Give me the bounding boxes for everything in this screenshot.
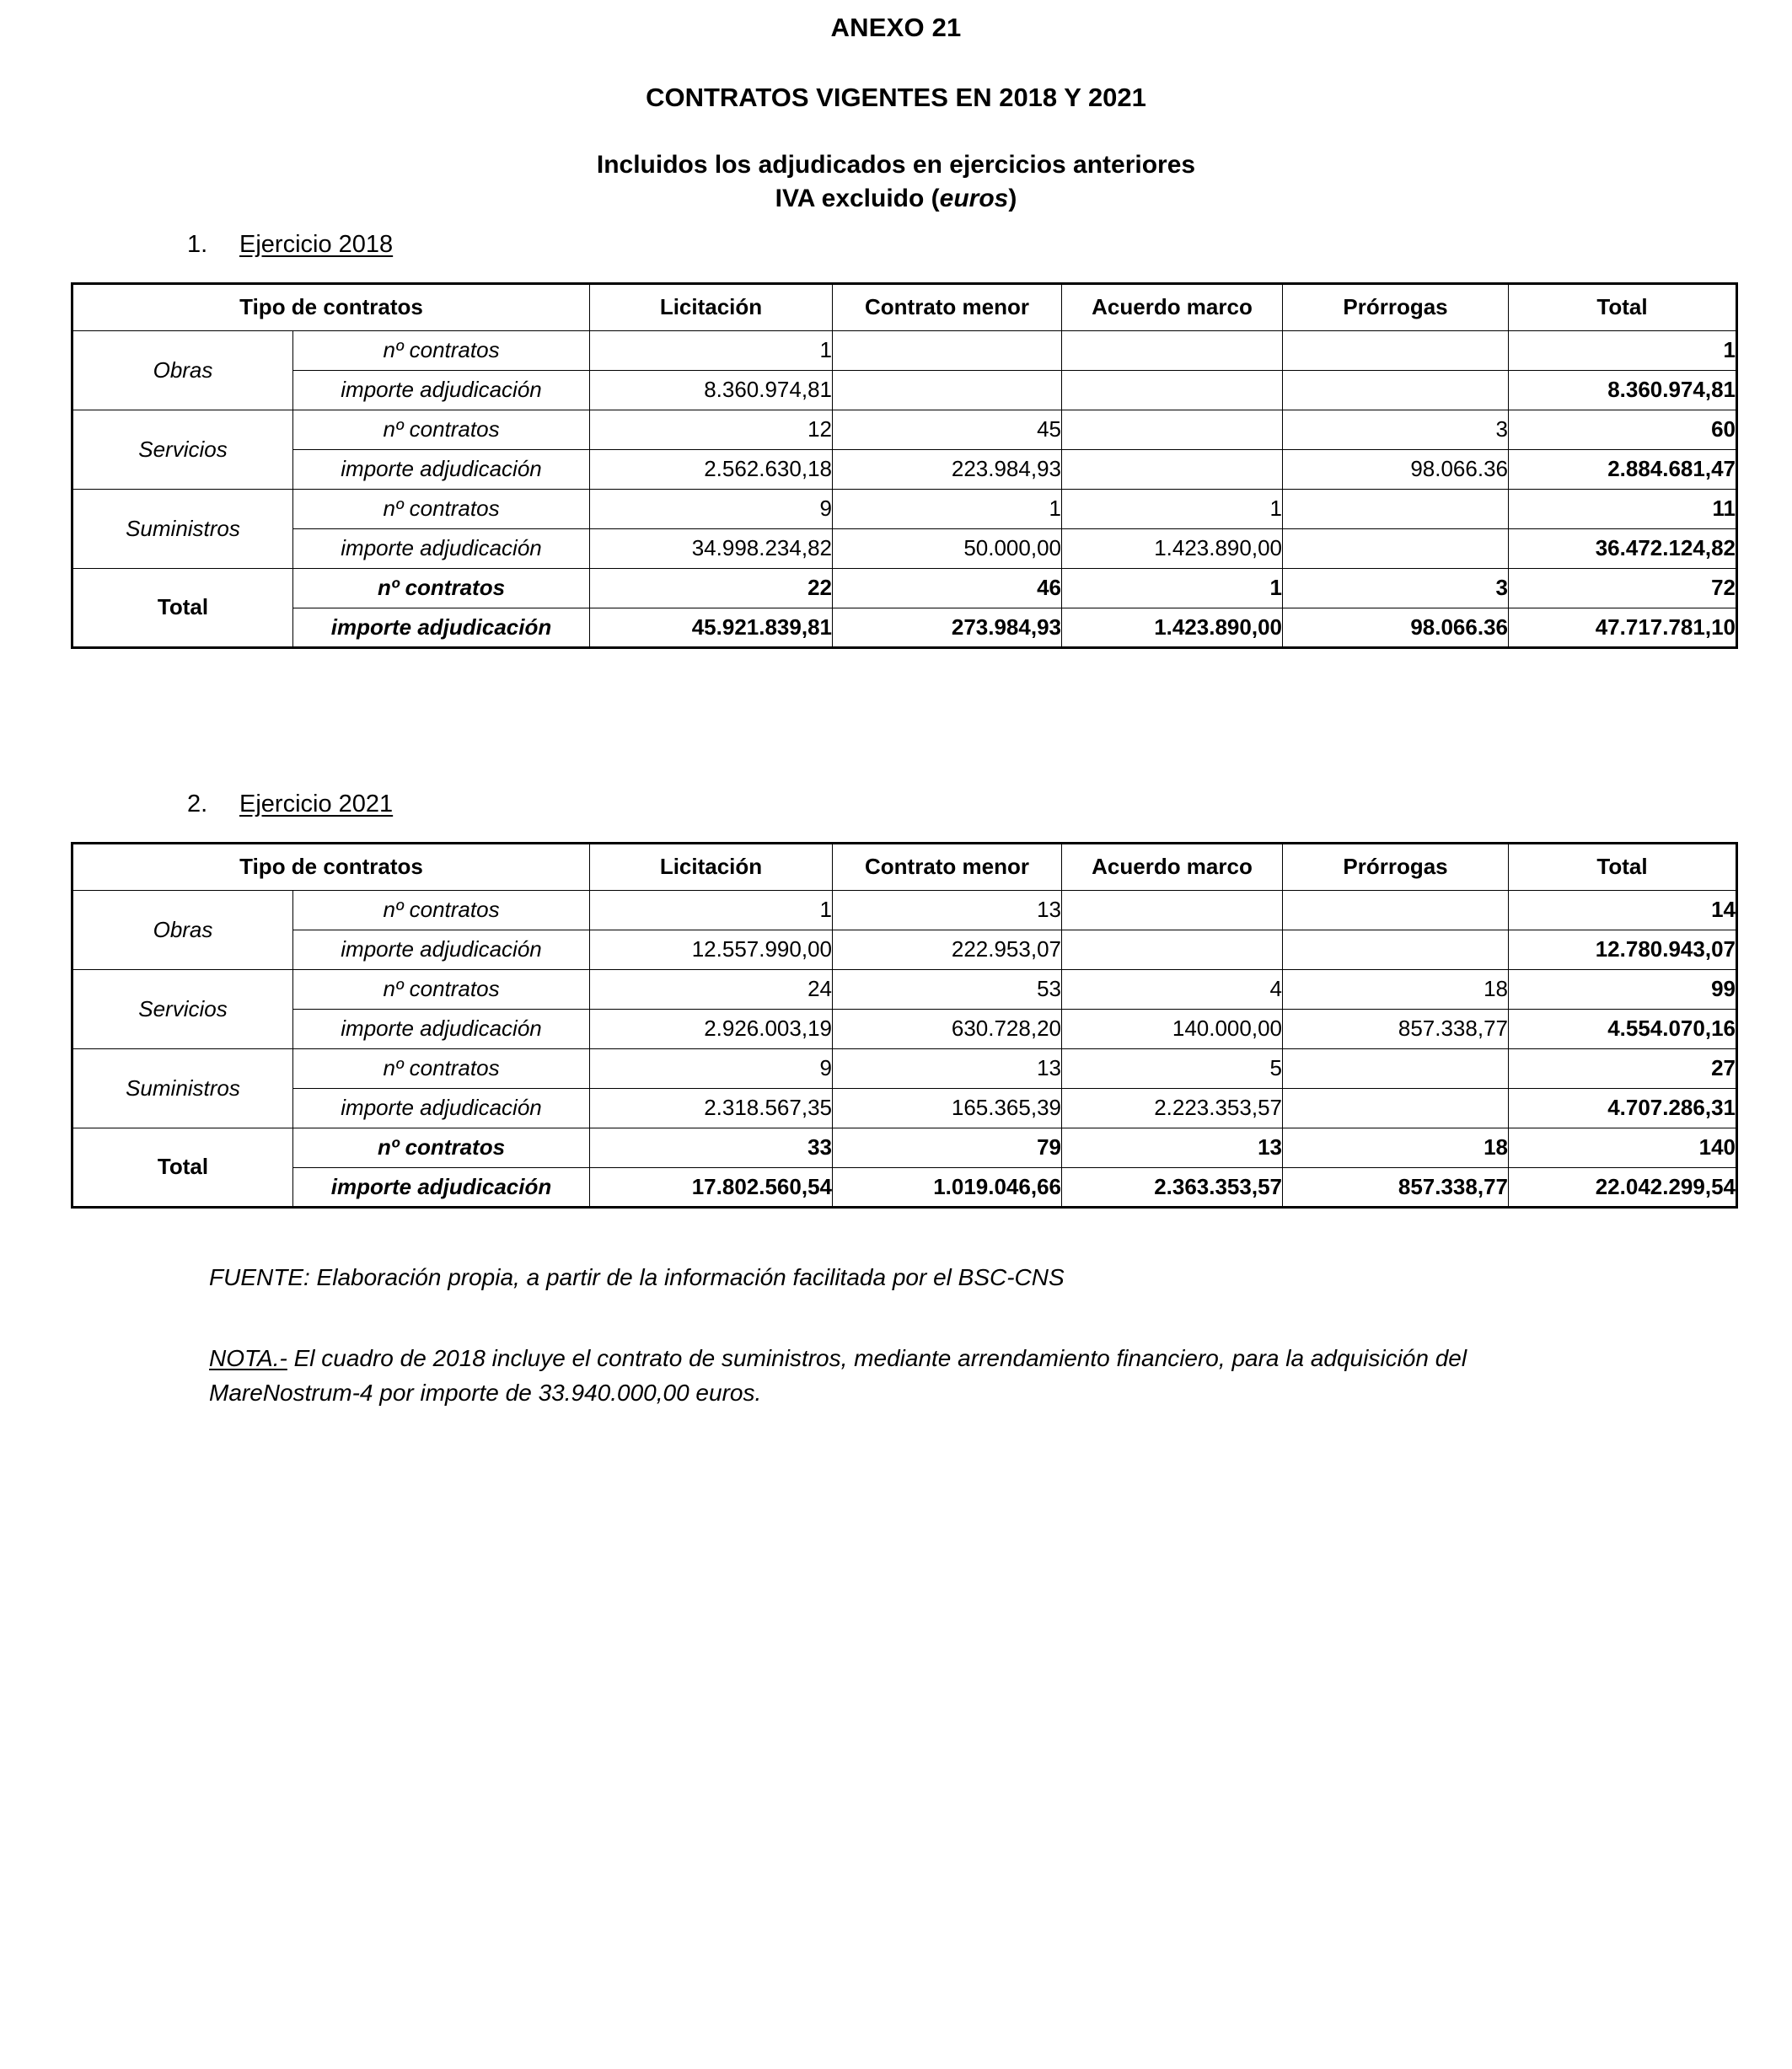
cell-total-num-prorrogas: 18: [1283, 1128, 1509, 1167]
col-header-prorrogas: Prórrogas: [1283, 843, 1509, 890]
cell-total-num-licitacion: 33: [590, 1128, 833, 1167]
row-group-obras: Obras: [72, 330, 293, 410]
col-header-group: Tipo de contratos: [72, 283, 590, 330]
cell-suministros-num-acuerdo-marco: 1: [1062, 489, 1283, 528]
cell-total-num-acuerdo-marco: 1: [1062, 568, 1283, 608]
document-title: CONTRATOS VIGENTES EN 2018 Y 2021: [646, 83, 1146, 113]
cell-suministros-importe-licitacion: 2.318.567,35: [590, 1088, 833, 1128]
col-header-acuerdo-marco: Acuerdo marco: [1062, 283, 1283, 330]
table-row-total: [72, 608, 1737, 647]
cell-servicios-importe-licitacion: 2.562.630,18: [590, 449, 833, 489]
row-metric-num: nº contratos: [293, 489, 590, 528]
row-group-servicios: Servicios: [72, 969, 293, 1048]
table-row-total: [72, 1167, 1737, 1207]
cell-total-num-contrato-menor: 79: [833, 1128, 1062, 1167]
cell-servicios-num-total: 60: [1509, 410, 1737, 449]
section-number-1: 1.: [187, 230, 208, 258]
cell-suministros-num-contrato-menor: 13: [833, 1048, 1062, 1088]
cell-servicios-num-contrato-menor: 53: [833, 969, 1062, 1009]
cell-suministros-importe-total: 36.472.124,82: [1509, 528, 1737, 568]
cell-obras-importe-prorrogas: [1283, 370, 1509, 410]
col-header-prorrogas: Prórrogas: [1283, 283, 1509, 330]
cell-obras-num-licitacion: 1: [590, 890, 833, 930]
cell-total-importe-contrato-menor: 273.984,93: [833, 608, 1062, 647]
cell-suministros-num-contrato-menor: 1: [833, 489, 1062, 528]
cell-suministros-num-total: 27: [1509, 1048, 1737, 1088]
cell-obras-importe-total: 8.360.974,81: [1509, 370, 1737, 410]
section-heading-2018: [187, 231, 1792, 259]
table-row: [72, 930, 1737, 969]
cell-obras-importe-total: 12.780.943,07: [1509, 930, 1737, 969]
row-metric-num: nº contratos: [293, 330, 590, 370]
cell-total-num-prorrogas: 3: [1283, 568, 1509, 608]
cell-total-importe-total: 47.717.781,10: [1509, 608, 1737, 647]
cell-servicios-num-licitacion: 24: [590, 969, 833, 1009]
cell-obras-importe-acuerdo-marco: [1062, 930, 1283, 969]
cell-servicios-importe-licitacion: 2.926.003,19: [590, 1009, 833, 1048]
row-metric-importe: importe adjudicación: [293, 370, 590, 410]
cell-obras-importe-contrato-menor: 222.953,07: [833, 930, 1062, 969]
cell-obras-num-contrato-menor: 13: [833, 890, 1062, 930]
document-subtitle-line1: Incluidos los adjudicados en ejercicios anteriores: [596, 151, 1196, 180]
cell-obras-num-licitacion: 1: [590, 330, 833, 370]
cell-suministros-num-licitacion: 9: [590, 489, 833, 528]
footnote-nota-text: El cuadro de 2018 incluye el contrato de suministros, mediante arrendamiento financiero, para la adquisición del MareNostrum-4 por importe de 33.940.000,00 euros.: [209, 1345, 1467, 1406]
col-header-group: Tipo de contratos: [72, 843, 590, 890]
table-row: [72, 1088, 1737, 1128]
cell-obras-num-total: 14: [1509, 890, 1737, 930]
row-metric-importe: importe adjudicación: [293, 930, 590, 969]
row-group-total: Total: [72, 1128, 293, 1207]
cell-suministros-num-acuerdo-marco: 5: [1062, 1048, 1283, 1088]
row-metric-num: nº contratos: [293, 410, 590, 449]
document-subtitle-line2: [0, 182, 1792, 216]
section-heading-2021: [187, 791, 1792, 818]
cell-servicios-importe-acuerdo-marco: [1062, 449, 1283, 489]
cell-total-importe-prorrogas: 857.338,77: [1283, 1167, 1509, 1207]
cell-servicios-importe-acuerdo-marco: 140.000,00: [1062, 1009, 1283, 1048]
title-block: [0, 0, 1792, 216]
table-row: [72, 410, 1737, 449]
cell-obras-importe-prorrogas: [1283, 930, 1509, 969]
cell-total-importe-prorrogas: 98.066.36: [1283, 608, 1509, 647]
cell-obras-importe-licitacion: 8.360.974,81: [590, 370, 833, 410]
cell-obras-num-prorrogas: [1283, 330, 1509, 370]
table-row-total: [72, 1128, 1737, 1167]
row-metric-importe: importe adjudicación: [293, 449, 590, 489]
cell-suministros-importe-prorrogas: [1283, 1088, 1509, 1128]
footnote-nota-label: NOTA.-: [209, 1345, 287, 1372]
cell-suministros-importe-acuerdo-marco: 1.423.890,00: [1062, 528, 1283, 568]
col-header-contrato-menor: Contrato menor: [833, 283, 1062, 330]
cell-obras-num-contrato-menor: [833, 330, 1062, 370]
col-header-licitacion: Licitación: [590, 843, 833, 890]
cell-total-num-acuerdo-marco: 13: [1062, 1128, 1283, 1167]
subtitle-euros: euros: [939, 184, 1009, 212]
table-row: [72, 370, 1737, 410]
cell-servicios-num-licitacion: 12: [590, 410, 833, 449]
cell-suministros-num-licitacion: 9: [590, 1048, 833, 1088]
cell-suministros-importe-total: 4.707.286,31: [1509, 1088, 1737, 1128]
cell-suministros-num-prorrogas: [1283, 489, 1509, 528]
table-header-row: [72, 843, 1737, 890]
row-metric-num: nº contratos: [293, 890, 590, 930]
row-group-total: Total: [72, 568, 293, 647]
table-row: [72, 449, 1737, 489]
table-row: [72, 890, 1737, 930]
cell-total-importe-acuerdo-marco: 2.363.353,57: [1062, 1167, 1283, 1207]
cell-servicios-importe-total: 2.884.681,47: [1509, 449, 1737, 489]
cell-servicios-num-acuerdo-marco: [1062, 410, 1283, 449]
col-header-total: Total: [1509, 283, 1737, 330]
cell-total-num-licitacion: 22: [590, 568, 833, 608]
cell-total-importe-licitacion: 45.921.839,81: [590, 608, 833, 647]
row-metric-importe: importe adjudicación: [293, 1088, 590, 1128]
cell-obras-importe-acuerdo-marco: [1062, 370, 1283, 410]
cell-suministros-importe-prorrogas: [1283, 528, 1509, 568]
row-group-suministros: Suministros: [72, 489, 293, 568]
footnote-nota: [209, 1342, 1591, 1410]
cell-suministros-importe-contrato-menor: 165.365,39: [833, 1088, 1062, 1128]
cell-suministros-importe-licitacion: 34.998.234,82: [590, 528, 833, 568]
cell-servicios-num-contrato-menor: 45: [833, 410, 1062, 449]
section-label-2018: Ejercicio 2018: [239, 230, 394, 258]
table-wrapper-2018: [71, 282, 1736, 649]
row-metric-num: nº contratos: [293, 568, 590, 608]
cell-total-num-contrato-menor: 46: [833, 568, 1062, 608]
cell-total-importe-contrato-menor: 1.019.046,66: [833, 1167, 1062, 1207]
annex-label: ANEXO 21: [830, 13, 962, 42]
cell-servicios-num-total: 99: [1509, 969, 1737, 1009]
row-metric-importe: importe adjudicación: [293, 608, 590, 647]
row-metric-importe: importe adjudicación: [293, 1167, 590, 1207]
row-metric-importe: importe adjudicación: [293, 1009, 590, 1048]
section-label-2021: Ejercicio 2021: [239, 790, 394, 817]
section-spacer: [0, 649, 1792, 775]
cell-servicios-importe-total: 4.554.070,16: [1509, 1009, 1737, 1048]
footnotes-block: [209, 1261, 1591, 1411]
section-number-2: 2.: [187, 790, 208, 817]
table-row: [72, 330, 1737, 370]
row-metric-num: nº contratos: [293, 969, 590, 1009]
cell-suministros-importe-acuerdo-marco: 2.223.353,57: [1062, 1088, 1283, 1128]
table-row: [72, 1009, 1737, 1048]
cell-suministros-importe-contrato-menor: 50.000,00: [833, 528, 1062, 568]
table-row: [72, 969, 1737, 1009]
cell-obras-importe-licitacion: 12.557.990,00: [590, 930, 833, 969]
col-header-licitacion: Licitación: [590, 283, 833, 330]
col-header-total: Total: [1509, 843, 1737, 890]
cell-total-num-total: 140: [1509, 1128, 1737, 1167]
row-metric-importe: importe adjudicación: [293, 528, 590, 568]
cell-servicios-num-prorrogas: 18: [1283, 969, 1509, 1009]
cell-servicios-importe-prorrogas: 98.066.36: [1283, 449, 1509, 489]
cell-obras-importe-contrato-menor: [833, 370, 1062, 410]
table-row: [72, 1048, 1737, 1088]
row-metric-num: nº contratos: [293, 1128, 590, 1167]
cell-total-importe-total: 22.042.299,54: [1509, 1167, 1737, 1207]
row-group-obras: Obras: [72, 890, 293, 969]
table-header-row: [72, 283, 1737, 330]
footnote-fuente: FUENTE: Elaboración propia, a partir de la información facilitada por el BSC-CNS: [209, 1263, 1065, 1290]
cell-suministros-num-total: 11: [1509, 489, 1737, 528]
cell-obras-num-acuerdo-marco: [1062, 890, 1283, 930]
cell-servicios-num-prorrogas: 3: [1283, 410, 1509, 449]
table-row-total: [72, 568, 1737, 608]
cell-total-importe-acuerdo-marco: 1.423.890,00: [1062, 608, 1283, 647]
cell-total-num-total: 72: [1509, 568, 1737, 608]
row-group-suministros: Suministros: [72, 1048, 293, 1128]
cell-obras-num-total: 1: [1509, 330, 1737, 370]
cell-total-importe-licitacion: 17.802.560,54: [590, 1167, 833, 1207]
row-group-servicios: Servicios: [72, 410, 293, 489]
cell-obras-num-acuerdo-marco: [1062, 330, 1283, 370]
subtitle-suffix: ): [1008, 184, 1017, 212]
table-2018: [71, 282, 1738, 649]
row-metric-num: nº contratos: [293, 1048, 590, 1088]
col-header-contrato-menor: Contrato menor: [833, 843, 1062, 890]
subtitle-prefix: IVA excluido (: [775, 184, 940, 212]
cell-suministros-num-prorrogas: [1283, 1048, 1509, 1088]
cell-obras-num-prorrogas: [1283, 890, 1509, 930]
cell-servicios-importe-contrato-menor: 223.984,93: [833, 449, 1062, 489]
col-header-acuerdo-marco: Acuerdo marco: [1062, 843, 1283, 890]
table-row: [72, 528, 1737, 568]
cell-servicios-num-acuerdo-marco: 4: [1062, 969, 1283, 1009]
table-wrapper-2021: [71, 842, 1736, 1209]
cell-servicios-importe-prorrogas: 857.338,77: [1283, 1009, 1509, 1048]
table-2021: [71, 842, 1738, 1209]
cell-servicios-importe-contrato-menor: 630.728,20: [833, 1009, 1062, 1048]
table-row: [72, 489, 1737, 528]
